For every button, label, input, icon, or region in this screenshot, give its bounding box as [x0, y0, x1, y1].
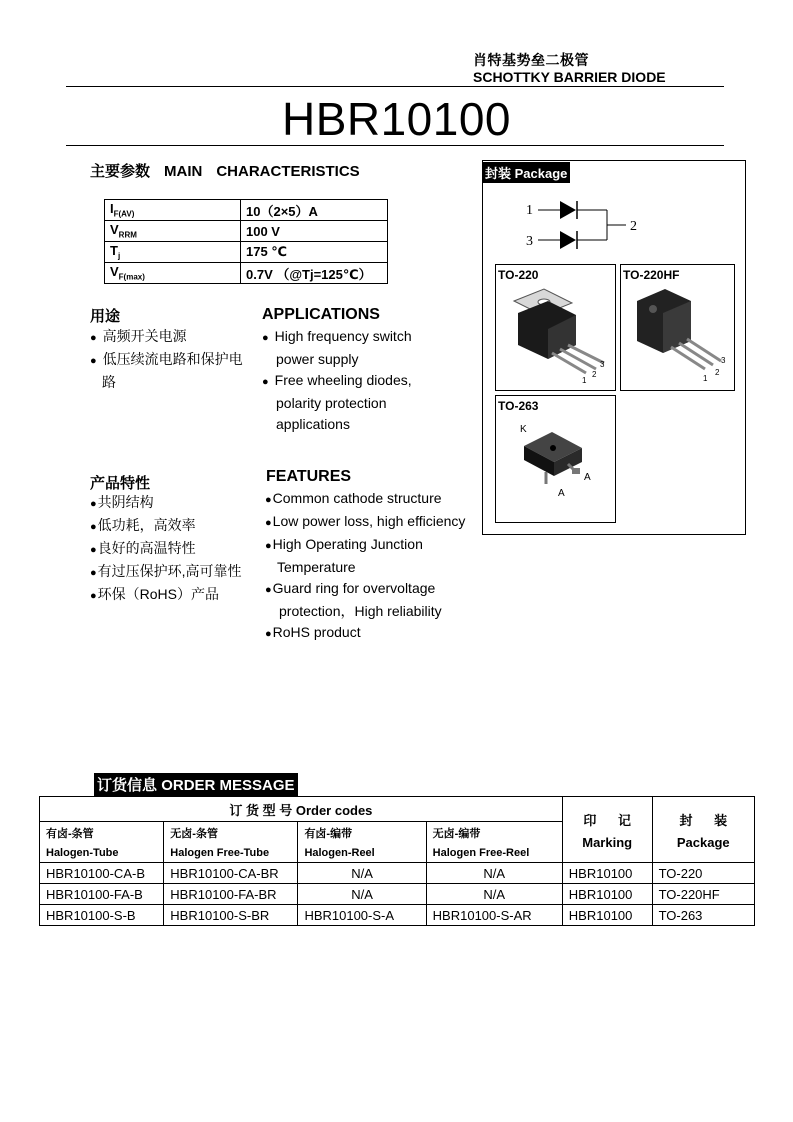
param-cell: $T_j$ [105, 242, 241, 263]
table-cell: HBR10100-FA-B [40, 884, 164, 905]
table-cell: HBR10100-CA-B [40, 863, 164, 884]
package-label: 封装 Package [482, 162, 570, 183]
pin-label: 3 [600, 360, 605, 369]
title-divider [66, 145, 724, 146]
pin-2-label: 2 [630, 219, 637, 234]
list-item: ●低功耗，高效率 [90, 517, 196, 533]
pin-label: 3 [721, 356, 726, 365]
list-item: ● 高频开关电源 [90, 328, 187, 344]
bullet-icon: ● [90, 355, 97, 367]
col-head-halogen-reel: 有卤-编带 Halogen-Reel [298, 822, 426, 863]
applications-heading-en: APPLICATIONS [262, 306, 380, 323]
pin-label: 2 [592, 370, 597, 379]
applications-list-en [262, 326, 472, 435]
value-cell: 100 V [241, 221, 388, 242]
header-title-cn: 肖特基势垒二极管 [473, 52, 589, 68]
bullet-icon: ● [265, 540, 272, 552]
header-divider [66, 86, 724, 87]
list-item: ● 低压续流电路和保护电 [90, 351, 243, 367]
pin-3-label: 3 [526, 234, 533, 249]
list-item: 路 [102, 374, 116, 390]
table-cell: HBR10100 [562, 884, 652, 905]
diode-schematic [522, 196, 647, 250]
list-item: polarity protection [276, 395, 387, 411]
list-item: power supply [276, 351, 359, 367]
bullet-icon: ● [90, 498, 97, 510]
table-cell: HBR10100-S-AR [426, 905, 562, 926]
table-row [105, 221, 388, 242]
list-item: ●Common cathode structure [265, 490, 442, 506]
table-cell: HBR10100-S-A [298, 905, 426, 926]
table-row [40, 797, 755, 822]
list-item: ●High Operating Junction [265, 536, 423, 552]
header-title-en: SCHOTTKY BARRIER DIODE [473, 69, 666, 85]
bullet-icon: ● [265, 494, 272, 506]
table-row [105, 200, 388, 221]
part-number-title: HBR10100 [281, 93, 512, 145]
table-cell: TO-220HF [652, 884, 754, 905]
table-cell: HBR10100 [562, 863, 652, 884]
package-header: 封 装 Package [652, 797, 754, 863]
features-list-en [265, 488, 480, 645]
list-item: applications [276, 416, 350, 432]
table-row [105, 263, 388, 284]
list-item: ●Guard ring for overvoltage [265, 580, 436, 596]
order-table [39, 796, 755, 926]
col-head-halogen-tube: 有卤-条管 Halogen-Tube [40, 822, 164, 863]
table-cell: HBR10100-CA-BR [164, 863, 298, 884]
bullet-icon: ● [90, 544, 97, 556]
bullet-icon: ● [90, 567, 97, 579]
table-cell: TO-263 [652, 905, 754, 926]
value-cell: 175 ℃ [241, 242, 388, 263]
list-item: ● High frequency switch [262, 328, 412, 344]
order-message-label: 订货信息 ORDER MESSAGE [94, 773, 298, 796]
main-heading-en-2: CHARACTERISTICS [216, 163, 360, 180]
value-cell: 0.7V （@Tj=125℃） [241, 263, 388, 284]
col-head-halogen-free-reel: 无卤-编带 Halogen Free-Reel [426, 822, 562, 863]
list-item: ●良好的高温特性 [90, 540, 196, 556]
list-item: protection，High reliability [279, 603, 442, 619]
characteristics-table [104, 199, 388, 284]
bullet-icon: ● [265, 517, 272, 529]
table-row [40, 884, 755, 905]
bullet-icon: ● [265, 584, 272, 596]
bullet-icon: ● [265, 628, 272, 640]
main-characteristics-heading [90, 160, 360, 181]
table-row [40, 905, 755, 926]
param-cell: $V_{F(max)}$ [105, 263, 241, 284]
table-cell: HBR10100-S-B [40, 905, 164, 926]
bullet-icon: ● [90, 332, 97, 344]
marking-header: 印 记 Marking [562, 797, 652, 863]
table-cell: HBR10100 [562, 905, 652, 926]
pin-label: 1 [703, 374, 708, 383]
bullet-icon: ● [262, 332, 269, 344]
to220hf-drawing [625, 287, 733, 387]
pin-label: 1 [582, 376, 587, 385]
pin-a1-label: A [584, 472, 591, 483]
package-name: TO-220HF [623, 268, 680, 282]
applications-list-cn [90, 326, 255, 393]
table-cell: TO-220 [652, 863, 754, 884]
pin-1-label: 1 [526, 203, 533, 218]
package-to263 [495, 395, 616, 523]
bullet-icon: ● [262, 376, 269, 388]
bullet-icon: ● [90, 590, 97, 602]
param-cell: $V_{RRM}$ [105, 221, 241, 242]
to220-drawing [504, 287, 614, 387]
main-heading-en-1: MAIN [164, 163, 203, 180]
features-list-cn [90, 492, 260, 607]
table-row [40, 863, 755, 884]
package-to220 [495, 264, 616, 391]
bullet-icon: ● [90, 521, 97, 533]
list-item: ●环保（RoHS）产品 [90, 586, 220, 602]
order-codes-header: 订 货 型 号 Order codes [40, 797, 563, 822]
list-item: ●共阴结构 [90, 494, 154, 510]
list-item: ●Low power loss, high efficiency [265, 513, 466, 529]
pin-a2-label: A [558, 488, 565, 499]
list-item: Temperature [277, 559, 356, 575]
table-cell: N/A [426, 863, 562, 884]
list-item: ●有过压保护环,高可靠性 [90, 563, 242, 579]
pin-label: 2 [715, 368, 720, 377]
col-head-halogen-free-tube: 无卤-条管 Halogen Free-Tube [164, 822, 298, 863]
main-heading-cn: 主要参数 [90, 163, 151, 180]
value-cell: 10（2×5）A [241, 200, 388, 221]
package-name: TO-263 [498, 399, 539, 413]
param-cell: $I_{F(AV)}$ [105, 200, 241, 221]
table-row [105, 242, 388, 263]
list-item: ● Free wheeling diodes, [262, 372, 412, 388]
to263-drawing [502, 418, 612, 520]
table-cell: N/A [298, 863, 426, 884]
table-cell: HBR10100-S-BR [164, 905, 298, 926]
package-name: TO-220 [498, 268, 539, 282]
package-to220hf [620, 264, 735, 391]
table-cell: N/A [426, 884, 562, 905]
applications-heading-cn: 用途 [90, 308, 121, 325]
table-cell: HBR10100-FA-BR [164, 884, 298, 905]
table-cell: N/A [298, 884, 426, 905]
pin-k-label: K [520, 424, 527, 435]
features-heading-cn: 产品特性 [90, 475, 151, 492]
list-item: ●RoHS product [265, 624, 361, 640]
features-heading-en: FEATURES [266, 468, 352, 485]
